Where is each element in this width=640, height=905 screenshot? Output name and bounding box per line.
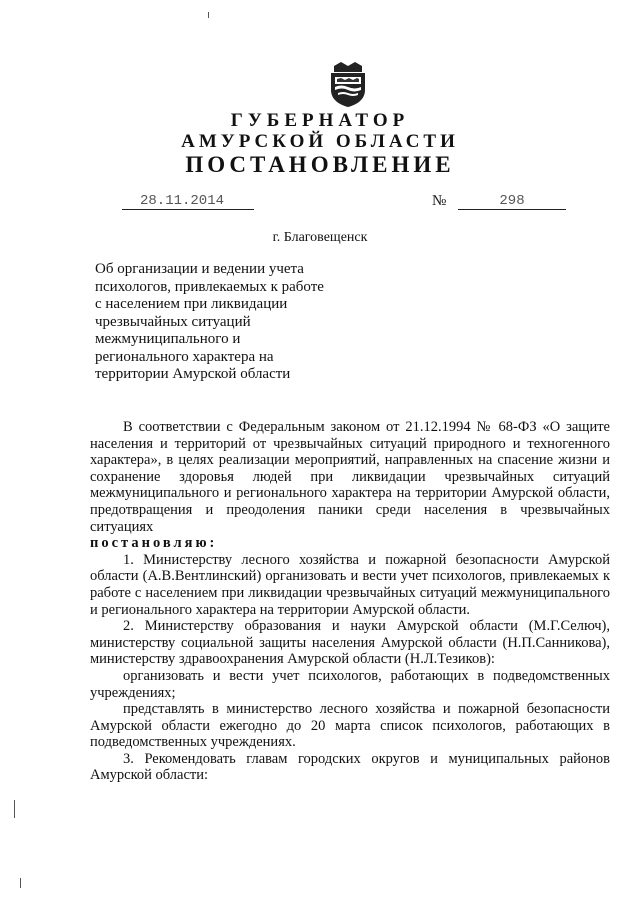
paragraph-2b: представлять в министерство лесного хозяйства и пожарной безопасности Амурской области ежегодно до 20 марта список психологов, работающих в подведомственных учреждениях. (90, 701, 610, 751)
document-title (95, 261, 345, 384)
region-heading: АМУРСКОЙ ОБЛАСТИ (181, 131, 459, 152)
document-type-heading: ПОСТАНОВЛЕНИЕ (185, 152, 455, 177)
document-number: 298 (458, 193, 566, 210)
governor-heading: ГУБЕРНАТОР (230, 110, 410, 131)
paragraph-3: 3. Рекомендовать главам городских округов и муниципальных районов Амурской области: (90, 750, 610, 784)
scan-mark (14, 800, 15, 818)
title-line: с населением при ликвидации (95, 296, 288, 312)
city-name: г. Благовещенск (272, 230, 368, 245)
amur-region-emblem-icon (326, 60, 370, 108)
title-line: чрезвычайных ситуаций (95, 313, 251, 330)
scan-mark (208, 12, 209, 18)
title-line: Об организации и ведении учета (95, 261, 304, 277)
document-date: 28.11.2014 (122, 193, 254, 210)
paragraph-1: 1. Министерству лесного хозяйства и пожарной безопасности Амурской области (А.В.Вентлинский) организовать и вести учет психологов, привлекаемых к работе с населением при ликвидации чрезвычайных ситуаций межмуниципального и регионального характера на территории Амурской области. (90, 551, 610, 618)
preamble-paragraph: В соответствии с Федеральным законом от 21.12.1994 № 68-ФЗ «О защите населения и территорий от чрезвычайных ситуаций природного и техногенного характера», в целях реализации мероприятий, направленных на спасение жизни и сохранение здоровья людей при ликвидации чрезвычайных ситуаций межмуниципального и регионального характера на территории Амурской области, предотвращения и преодоления паники среди населения в чрезвычайных ситуациях (90, 419, 610, 535)
resolve-clause: постановляю: (90, 535, 218, 552)
paragraph-2a: организовать и вести учет психологов, работающих в подведомственных учреждениях; (90, 667, 610, 701)
number-sign: № (432, 193, 447, 209)
title-line: регионального характера на (95, 348, 274, 365)
title-line: межмуниципального и (95, 331, 241, 347)
scan-mark (20, 878, 21, 888)
title-line: психологов, привлекаемых к работе (95, 278, 324, 295)
title-line: территории Амурской области (95, 366, 291, 382)
paragraph-2: 2. Министерству образования и науки Амурской области (М.Г.Селюч), министерству социальной защиты населения Амурской области (Н.П.Санникова), министерству здравоохранения Амурской области (Н.Л.Тезиков): (90, 618, 610, 668)
document-body (90, 419, 610, 784)
